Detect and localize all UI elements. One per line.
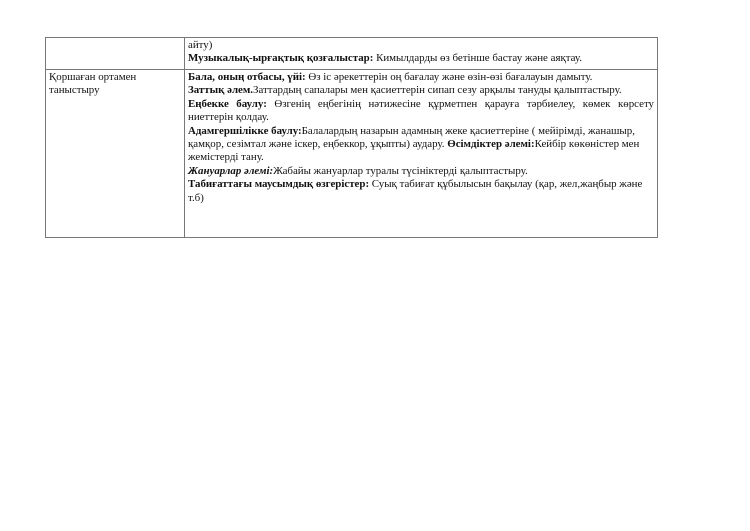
child-label: Бала, оның отбасы, үйі: — [188, 71, 306, 83]
row2-right-cell — [185, 70, 658, 238]
humanity-label: Адамгершілікке баулу: — [188, 124, 302, 137]
music-label: Музыкалық-ырғақтық қозғалыстар: — [188, 52, 374, 65]
row1-left-cell — [46, 38, 185, 70]
table-row — [46, 38, 658, 70]
animals-line — [188, 165, 654, 178]
animals-text: Жабайы жануарлар туралы түсініктерді қалыптастыру. — [273, 164, 528, 177]
humanity-text: Балалардың назарын адамның жеке қасиеттеріне ( мейірімді, жанашыр, қамқор, сезімтал және іскер, еңбеккор, ұқыпты) аудару. — [188, 124, 635, 151]
objects-line — [188, 84, 654, 97]
table-row — [46, 70, 658, 238]
seasons-text: Суық табиғат құбылысын бақылау (қар, жел,жаңбыр және т.б) — [188, 178, 643, 204]
objects-text: Заттардың сапалары мен қасиеттерін сипап сезу арқылы тануды қалыптастыру. — [253, 84, 622, 97]
labor-text: Өзгенің еңбегінің нәтижесіне құрметпен қарауға тәрбиелеу, көмек көрсету ниеттерін қолдау. — [188, 97, 655, 124]
row1-right-cell — [185, 38, 658, 70]
plants-text: Кейбір көкөністер мен жемістерді тану. — [188, 138, 640, 164]
labor-label: Еңбекке баулу: — [188, 97, 267, 110]
row2-left-cell: Қоршаған ортамен таныстыру — [46, 70, 185, 238]
child-family-line — [188, 71, 654, 84]
content-table — [45, 37, 658, 238]
child-text: Өз іс әрекеттерін оң бағалау және өзін-өзі бағалауын дамыту. — [305, 71, 593, 83]
humanity-line — [188, 125, 654, 165]
labor-line — [188, 98, 654, 125]
music-movements-line — [188, 52, 654, 65]
objects-label: Заттық әлем. — [188, 84, 254, 97]
music-text: Кимылдарды өз бетінше бастау және аяқтау. — [373, 52, 582, 65]
plants-label: Өсімдіктер әлемі: — [447, 138, 535, 151]
animals-label: Жануарлар әлемі: — [188, 164, 274, 177]
seasons-label: Табиғаттағы маусымдық өзгерістер: — [188, 178, 370, 191]
line-ait: айту) — [188, 39, 213, 51]
seasons-line — [188, 178, 654, 205]
